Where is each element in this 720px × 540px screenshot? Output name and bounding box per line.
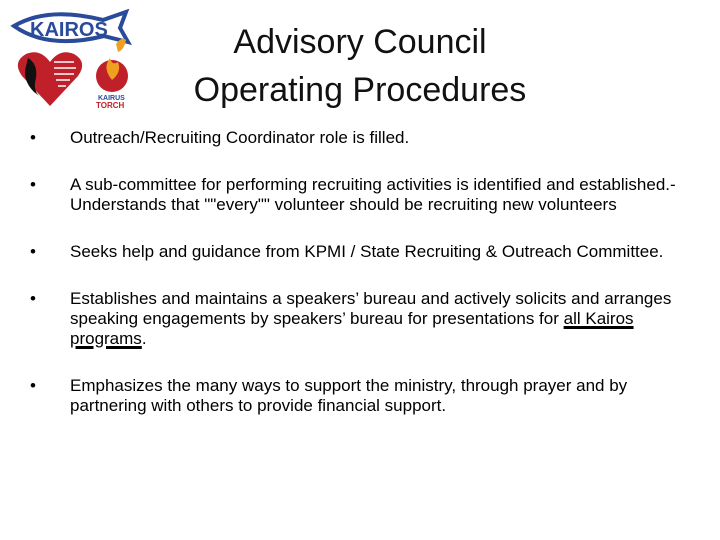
- bullet-text: Emphasizes the many ways to support the ministry, through prayer and by partnering with others to provide financial support.: [70, 376, 628, 415]
- bullet-text: Outreach/Recruiting Coordinator role is filled.: [70, 128, 410, 147]
- bullet-list: [28, 128, 688, 416]
- bullet-item: [28, 128, 688, 148]
- bullet-item: [28, 376, 688, 416]
- torch-text-top: KAIRUS: [98, 95, 125, 102]
- bullet-text-part: .: [141, 329, 147, 348]
- bullet-marker: •: [30, 128, 36, 147]
- bullet-marker: •: [30, 175, 36, 194]
- title-line-2: Operating Procedures: [193, 71, 527, 109]
- bullet-item: [28, 175, 688, 215]
- logo-group: [8, 6, 143, 111]
- bullet-marker: •: [30, 289, 36, 308]
- bullet-item: [28, 242, 688, 262]
- bullet-text-part: Establishes and maintains a speakers’ bureau and actively solicits and arranges speaking engagements by speakers’ bureau for presentations for: [70, 289, 672, 328]
- bullet-item: [28, 289, 688, 349]
- bullet-marker: •: [30, 376, 36, 395]
- kairos-logo: [8, 6, 143, 111]
- bullet-text: Seeks help and guidance from KPMI / State Recruiting & Outreach Committee.: [70, 242, 664, 261]
- bullet-marker: •: [30, 242, 36, 261]
- logo-wordmark: KAIROS: [30, 19, 108, 41]
- underlined-text: all Kairos programs: [70, 309, 634, 348]
- title-line-1: Advisory Council: [233, 23, 487, 61]
- torch-text-bottom: TORCH: [96, 101, 125, 110]
- bullet-text: A sub-committee for performing recruiting activities is identified and established.- Understands that ""every"" volunteer should be recruiting new volunteers: [70, 175, 676, 214]
- slide-title: [150, 18, 570, 114]
- bullet-text: [70, 289, 688, 349]
